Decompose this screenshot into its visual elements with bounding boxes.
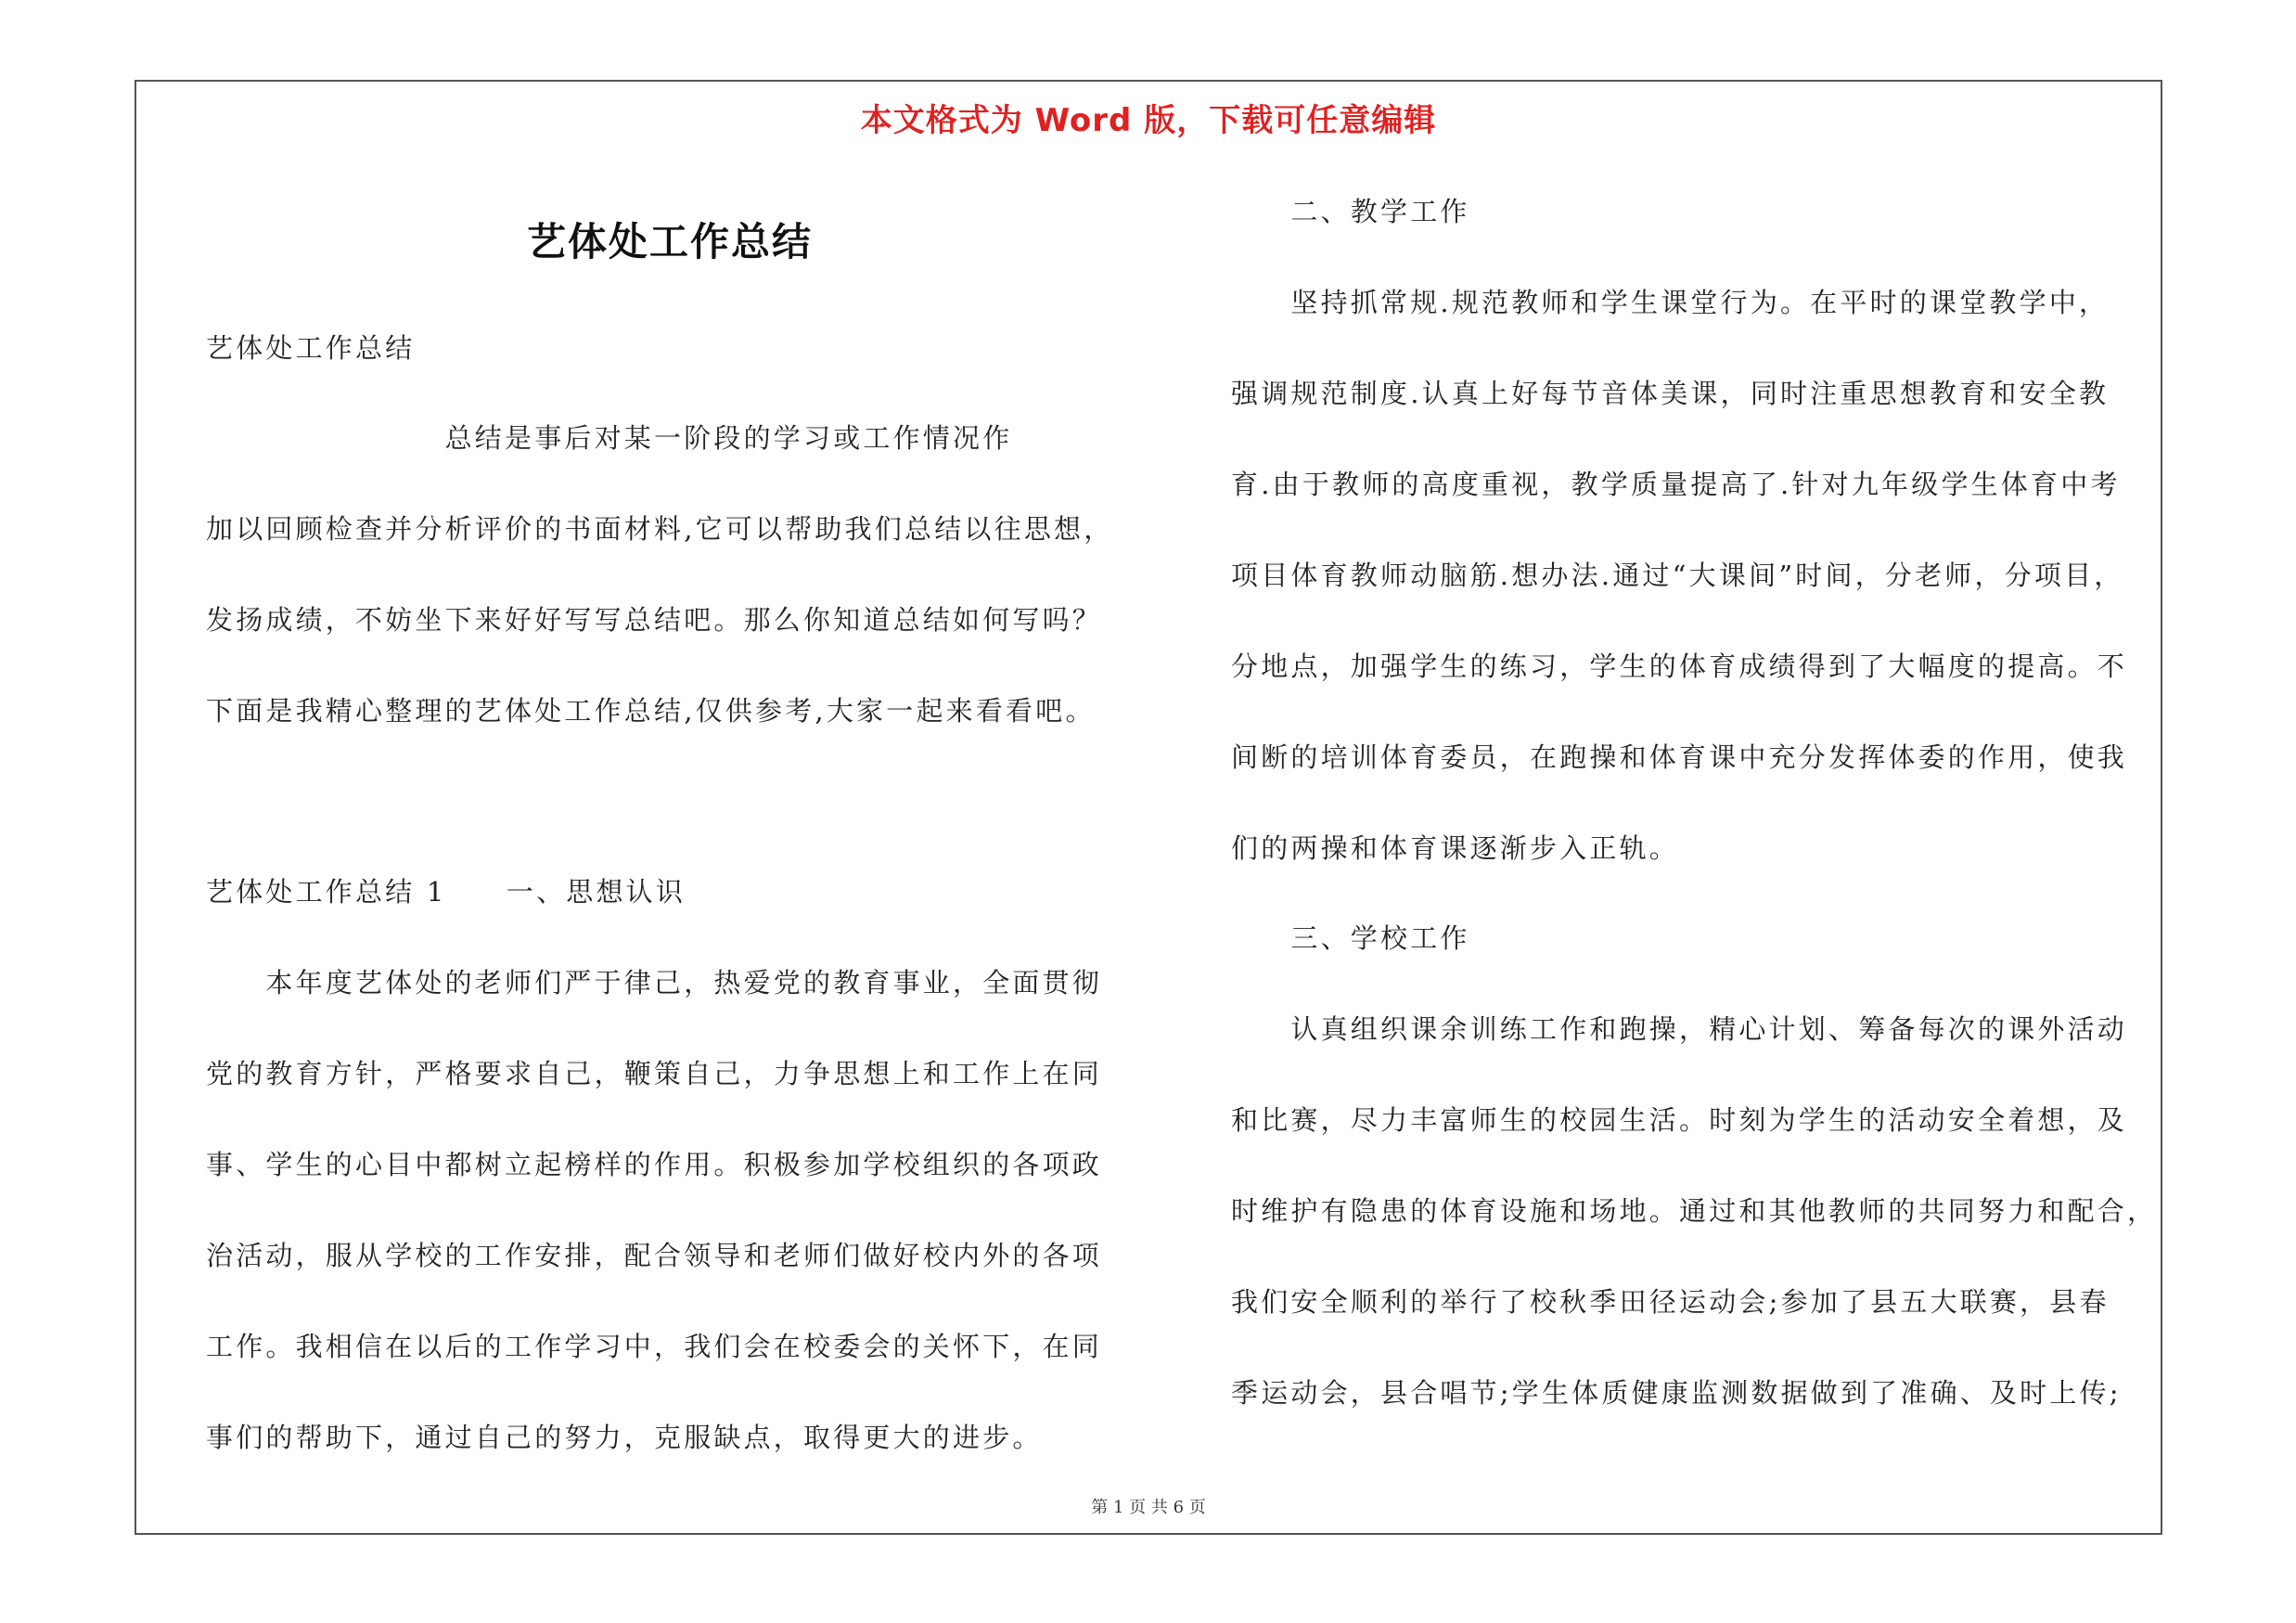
text-line: 艺体处工作总结	[206, 332, 416, 364]
text-line: 本年度艺体处的老师们严于律己，热爱党的教育事业，全面贯彻	[206, 967, 1103, 998]
text-line: 育.由于教师的高度重视，教学质量提高了.针对九年级学生体育中考	[1231, 469, 2121, 500]
text-line: 和比赛，尽力丰富师生的校园生活。时刻为学生的活动安全着想，及	[1231, 1104, 2128, 1136]
text-line: 坚持抓常规.规范教师和学生课堂行为。在平时的课堂教学中，	[1231, 287, 2110, 318]
text-line: 工作。我相信在以后的工作学习中，我们会在校委会的关怀下，在同	[206, 1331, 1103, 1362]
text-line: 事们的帮助下，通过自己的努力，克服缺点，取得更大的进步。	[206, 1422, 1043, 1453]
text-line: 强调规范制度.认真上好每节音体美课，同时注重思想教育和安全教	[1231, 378, 2110, 409]
text-line: 发扬成绩，不妨坐下来好好写写总结吧。那么你知道总结如何写吗？	[206, 604, 1103, 636]
section-heading: 二、教学工作	[1231, 196, 1470, 227]
format-notice-banner: 本文格式为 Word 版，下载可任意编辑	[860, 102, 1437, 139]
document-title: 艺体处工作总结	[526, 219, 813, 264]
text-line: 认真组织课余训练工作和跑操，精心计划、筹备每次的课外活动	[1231, 1013, 2128, 1045]
text-line: 分地点，加强学生的练习，学生的体育成绩得到了大幅度的提高。不	[1231, 650, 2128, 682]
section-heading: 三、学校工作	[1231, 922, 1470, 954]
document-page	[135, 80, 2162, 1535]
text-line: 加以回顾检查并分析评价的书面材料,它可以帮助我们总结以往思想，	[206, 513, 1114, 545]
page-number-footer: 第 1 页 共 6 页	[1091, 1498, 1206, 1517]
text-line: 我们安全顺利的举行了校秋季田径运动会;参加了县五大联赛，县春	[1231, 1286, 2110, 1318]
text-line: 下面是我精心整理的艺体处工作总结,仅供参考,大家一起来看看吧。	[206, 695, 1096, 727]
text-line: 艺体处工作总结 1 一、思想认识	[206, 876, 686, 908]
text-line: 项目体育教师动脑筋.想办法.通过“大课间”时间，分老师，分项目，	[1231, 560, 2124, 591]
text-line: 们的两操和体育课逐渐步入正轨。	[1231, 832, 1680, 864]
text-line: 季运动会，县合唱节;学生体质健康监测数据做到了准确、及时上传;	[1231, 1377, 2122, 1409]
text-line: 总结是事后对某一阶段的学习或工作情况作	[206, 422, 1013, 454]
text-line: 时维护有隐患的体育设施和场地。通过和其他教师的共同努力和配合，	[1231, 1195, 2158, 1227]
text-line: 党的教育方针，严格要求自己，鞭策自己，力争思想上和工作上在同	[206, 1058, 1103, 1089]
text-line: 间断的培训体育委员，在跑操和体育课中充分发挥体委的作用，使我	[1231, 741, 2128, 773]
text-line: 事、学生的心目中都树立起榜样的作用。积极参加学校组织的各项政	[206, 1149, 1103, 1180]
text-line: 治活动，服从学校的工作安排，配合领导和老师们做好校内外的各项	[206, 1240, 1103, 1271]
